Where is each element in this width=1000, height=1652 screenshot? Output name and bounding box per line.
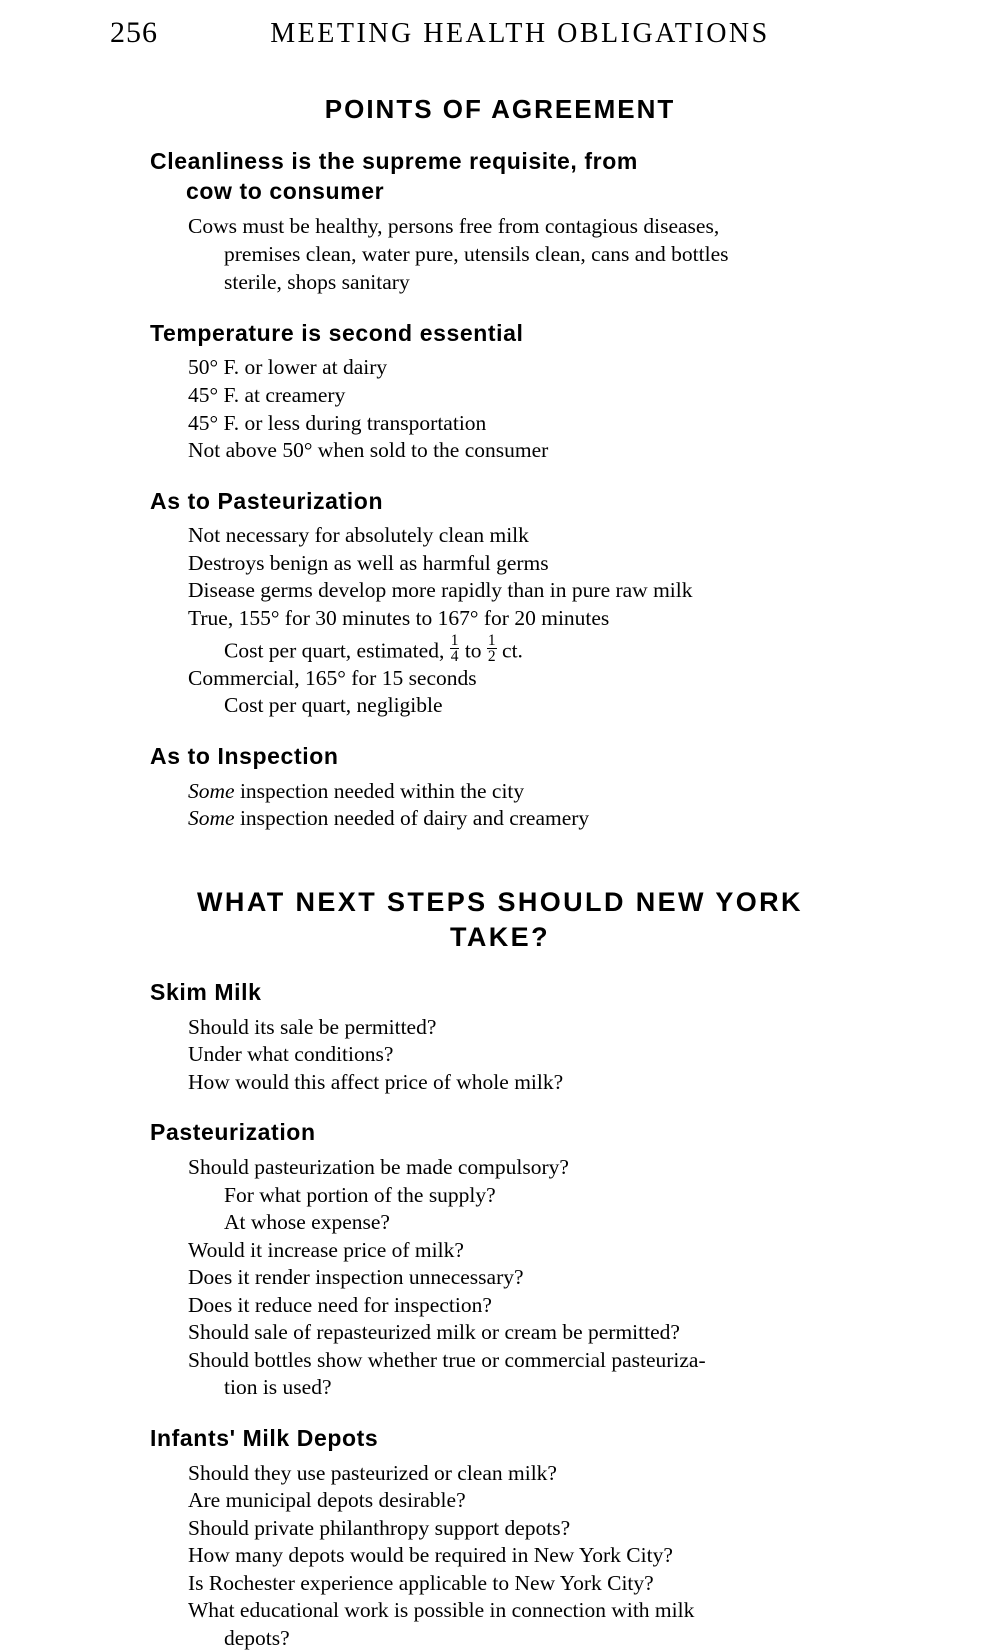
list-item: Not above 50° when sold to the consumer xyxy=(188,438,549,463)
list-item: Should private philanthropy support depots? xyxy=(188,1515,571,1540)
running-head-title: MEETING HEALTH OBLIGATIONS xyxy=(270,18,770,49)
paragraph-cleanliness xyxy=(150,213,850,297)
list-item: tion is used? xyxy=(224,1375,332,1400)
list-item: Does it reduce need for inspection? xyxy=(188,1292,492,1317)
list-item: Should bottles show whether true or commercial pasteuriza- xyxy=(188,1347,706,1372)
list-infants-milk-depots xyxy=(150,1460,850,1652)
body-area xyxy=(0,94,1000,1652)
list-item: 50° F. or lower at dairy xyxy=(188,355,388,380)
list-item: 45° F. at creamery xyxy=(188,383,346,407)
list-item: Should pasteurization be made compulsory? xyxy=(188,1155,569,1180)
subheading-inspection-agreement: As to Inspection xyxy=(150,742,339,769)
list-item: Should its sale be permitted? xyxy=(188,1014,437,1039)
list-item-cost-true: Cost per quart, estimated, $\frac{1}{4}$ to $\frac{1}{2}$ ct. xyxy=(224,631,523,665)
section-title-next-steps: WHAT NEXT STEPS SHOULD NEW YORK TAKE? xyxy=(197,886,803,953)
list-item: Is Rochester experience applicable to New York City? xyxy=(188,1570,654,1595)
list-item: Does it render inspection unnecessary? xyxy=(188,1265,524,1290)
list-item: depots? xyxy=(224,1625,290,1650)
list-item: Cost per quart, negligible xyxy=(224,693,443,718)
list-item: Should sale of repasteurized milk or cream be permitted? xyxy=(188,1320,680,1345)
subheading-cleanliness-line1: Cleanliness is the supreme requisite, from xyxy=(150,148,638,174)
list-item: Would it increase price of milk? xyxy=(188,1237,464,1262)
list-item: Are municipal depots desirable? xyxy=(188,1488,466,1513)
section-title-points-of-agreement: POINTS OF AGREEMENT xyxy=(324,94,676,124)
document-page xyxy=(0,10,1000,1650)
subheading-pasteurization-questions: Pasteurization xyxy=(150,1119,316,1146)
list-inspection-agreement xyxy=(150,778,850,833)
list-item: Some inspection needed within the city xyxy=(188,778,525,803)
paragraph-line: sterile, shops sanitary xyxy=(224,269,410,294)
list-item: Not necessary for absolutely clean milk xyxy=(188,523,529,548)
list-item: Disease germs develop more rapidly than in pure raw milk xyxy=(188,578,693,603)
list-item: How many depots would be required in New York City? xyxy=(188,1543,673,1568)
list-temperature xyxy=(150,354,850,464)
list-item: What educational work is possible in connection with milk xyxy=(188,1598,695,1623)
subheading-cleanliness xyxy=(150,147,850,207)
list-skim-milk xyxy=(150,1014,850,1097)
list-item: Under what conditions? xyxy=(188,1042,394,1067)
list-item: How would this affect price of whole milk? xyxy=(188,1069,564,1094)
list-item: Should they use pasteurized or clean milk? xyxy=(188,1460,557,1485)
subheading-pasteurization-agreement: As to Pasteurization xyxy=(150,487,384,514)
list-item: Some inspection needed of dairy and creamery xyxy=(188,806,590,831)
running-head xyxy=(0,10,1000,66)
list-item: For what portion of the supply? xyxy=(224,1182,496,1207)
list-pasteurization-questions xyxy=(150,1154,850,1402)
list-item: 45° F. or less during transportation xyxy=(188,410,487,435)
subheading-infants-milk-depots: Infants' Milk Depots xyxy=(150,1424,379,1451)
list-item: Destroys benign as well as harmful germs xyxy=(188,550,549,575)
page-number: 256 xyxy=(110,16,158,49)
subheading-skim-milk: Skim Milk xyxy=(150,978,262,1005)
paragraph-line: Cows must be healthy, persons free from contagious diseases, xyxy=(188,213,720,238)
subheading-cleanliness-line2: cow to consumer xyxy=(186,177,385,204)
list-item: At whose expense? xyxy=(224,1210,390,1235)
list-item: True, 155° for 30 minutes to 167° for 20 minutes xyxy=(188,605,610,630)
paragraph-line: premises clean, water pure, utensils clean, cans and bottles xyxy=(224,241,729,266)
list-pasteurization-agreement xyxy=(150,522,850,719)
list-item: Commercial, 165° for 15 seconds xyxy=(188,665,477,690)
subheading-temperature: Temperature is second essential xyxy=(150,319,524,346)
